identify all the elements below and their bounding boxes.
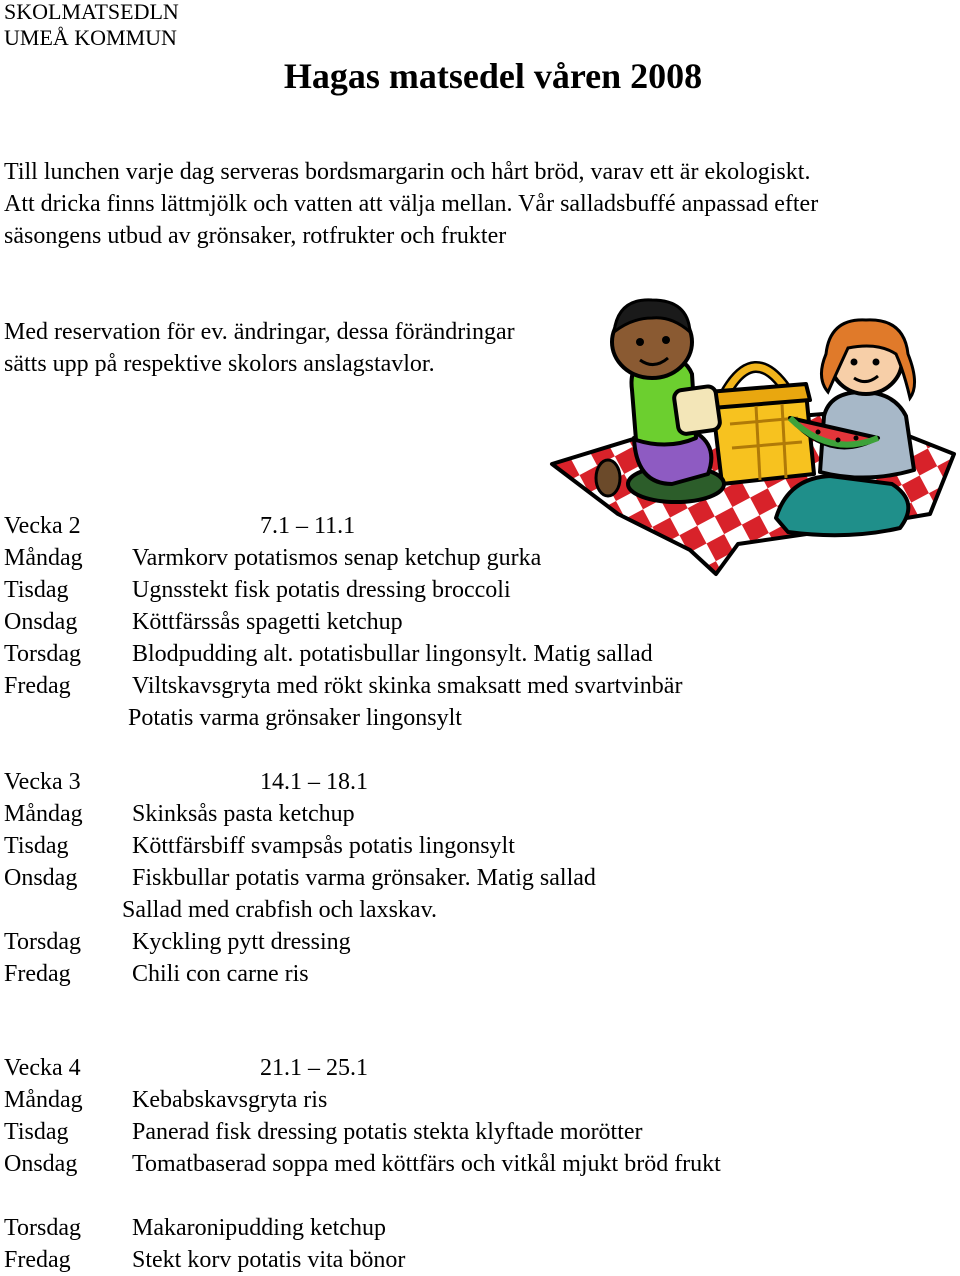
dish-text: Kyckling pytt dressing <box>132 929 351 955</box>
menu-row <box>0 894 960 926</box>
dish-text: Potatis varma grönsaker lingonsylt <box>128 705 462 731</box>
week-date-range: 21.1 – 25.1 <box>260 1055 368 1081</box>
reservation-note: Med reservation för ev. ändringar, dessa förändringar sätts upp på respektive skolors anslagstavlor. <box>4 319 515 377</box>
menu-row <box>0 606 960 638</box>
menu-row <box>0 1116 960 1148</box>
week-label: Vecka 3 <box>4 769 81 795</box>
menu-row <box>0 830 960 862</box>
page-title: Hagas matsedel våren 2008 <box>283 56 703 96</box>
menu-row <box>0 670 960 702</box>
dish-text: Kebabskavsgryta ris <box>132 1087 328 1113</box>
menu-row <box>0 1244 960 1276</box>
week-label: Vecka 2 <box>4 513 81 539</box>
dish-text: Sallad med crabfish och laxskav. <box>122 897 438 923</box>
weekday-label: Onsdag <box>4 609 78 635</box>
menu-row <box>0 798 960 830</box>
week-label: Vecka 4 <box>4 1055 81 1081</box>
weekday-label: Måndag <box>4 545 83 571</box>
dish-text: Tomatbaserad soppa med köttfärs och vitkål mjukt bröd frukt <box>132 1151 721 1177</box>
weekday-label: Måndag <box>4 1087 83 1113</box>
menu-row <box>0 638 960 670</box>
organization-line-1: SKOLMATSEDLN <box>4 0 179 24</box>
weekday-label: Torsdag <box>4 641 81 667</box>
dish-text: Chili con carne ris <box>132 961 309 987</box>
dish-text: Varmkorv potatismos senap ketchup gurka <box>132 545 542 571</box>
weekday-label: Tisdag <box>4 1119 69 1145</box>
week-header <box>0 510 960 542</box>
dish-text: Blodpudding alt. potatisbullar lingonsylt. Matig sallad <box>132 641 653 667</box>
dish-text: Stekt korv potatis vita bönor <box>132 1247 406 1273</box>
menu-row <box>0 574 960 606</box>
week-date-range: 7.1 – 11.1 <box>260 513 356 539</box>
weekday-label: Måndag <box>4 801 83 827</box>
dish-text: Fiskbullar potatis varma grönsaker. Matig sallad <box>132 865 596 891</box>
dish-text: Köttfärsbiff svampsås potatis lingonsylt <box>132 833 515 859</box>
organization-line-2: UMEÅ KOMMUN <box>4 25 177 50</box>
weekday-label: Torsdag <box>4 1215 81 1241</box>
menu-row <box>0 926 960 958</box>
menu-row <box>0 958 960 990</box>
dish-text: Viltskavsgryta med rökt skinka smaksatt med svartvinbär <box>132 673 683 699</box>
menu-row <box>0 1212 960 1244</box>
dish-text: Köttfärssås spagetti ketchup <box>132 609 403 635</box>
menu-row <box>0 1084 960 1116</box>
menu-row <box>0 702 960 734</box>
dish-text: Skinksås pasta ketchup <box>132 801 355 827</box>
dish-text: Panerad fisk dressing potatis stekta klyftade morötter <box>132 1119 643 1145</box>
dish-text: Makaronipudding ketchup <box>132 1215 386 1241</box>
weekday-label: Torsdag <box>4 929 81 955</box>
weekday-label: Tisdag <box>4 833 69 859</box>
menu-row <box>0 1148 960 1180</box>
girl-icon <box>776 320 915 535</box>
week-date-range: 14.1 – 18.1 <box>260 769 368 795</box>
weekday-label: Tisdag <box>4 577 69 603</box>
weekday-label: Onsdag <box>4 865 78 891</box>
intro-paragraph: Till lunchen varje dag serveras bordsmargarin och hårt bröd, varav ett är ekologiskt. Att dricka finns lättmjölk och vatten att välja mellan. Vår salladsbuffé anpassad efter säsongens utbud av grönsaker, rotfrukter och frukter <box>4 159 819 249</box>
dish-text: Ugnsstekt fisk potatis dressing broccoli <box>132 577 511 603</box>
menu-row <box>0 862 960 894</box>
weekday-label: Fredag <box>4 961 71 987</box>
menu-row <box>0 542 960 574</box>
weekday-label: Onsdag <box>4 1151 78 1177</box>
weekday-label: Fredag <box>4 1247 71 1273</box>
boy-icon <box>596 300 724 502</box>
week-header <box>0 766 960 798</box>
week-header <box>0 1052 960 1084</box>
weekday-label: Fredag <box>4 673 71 699</box>
